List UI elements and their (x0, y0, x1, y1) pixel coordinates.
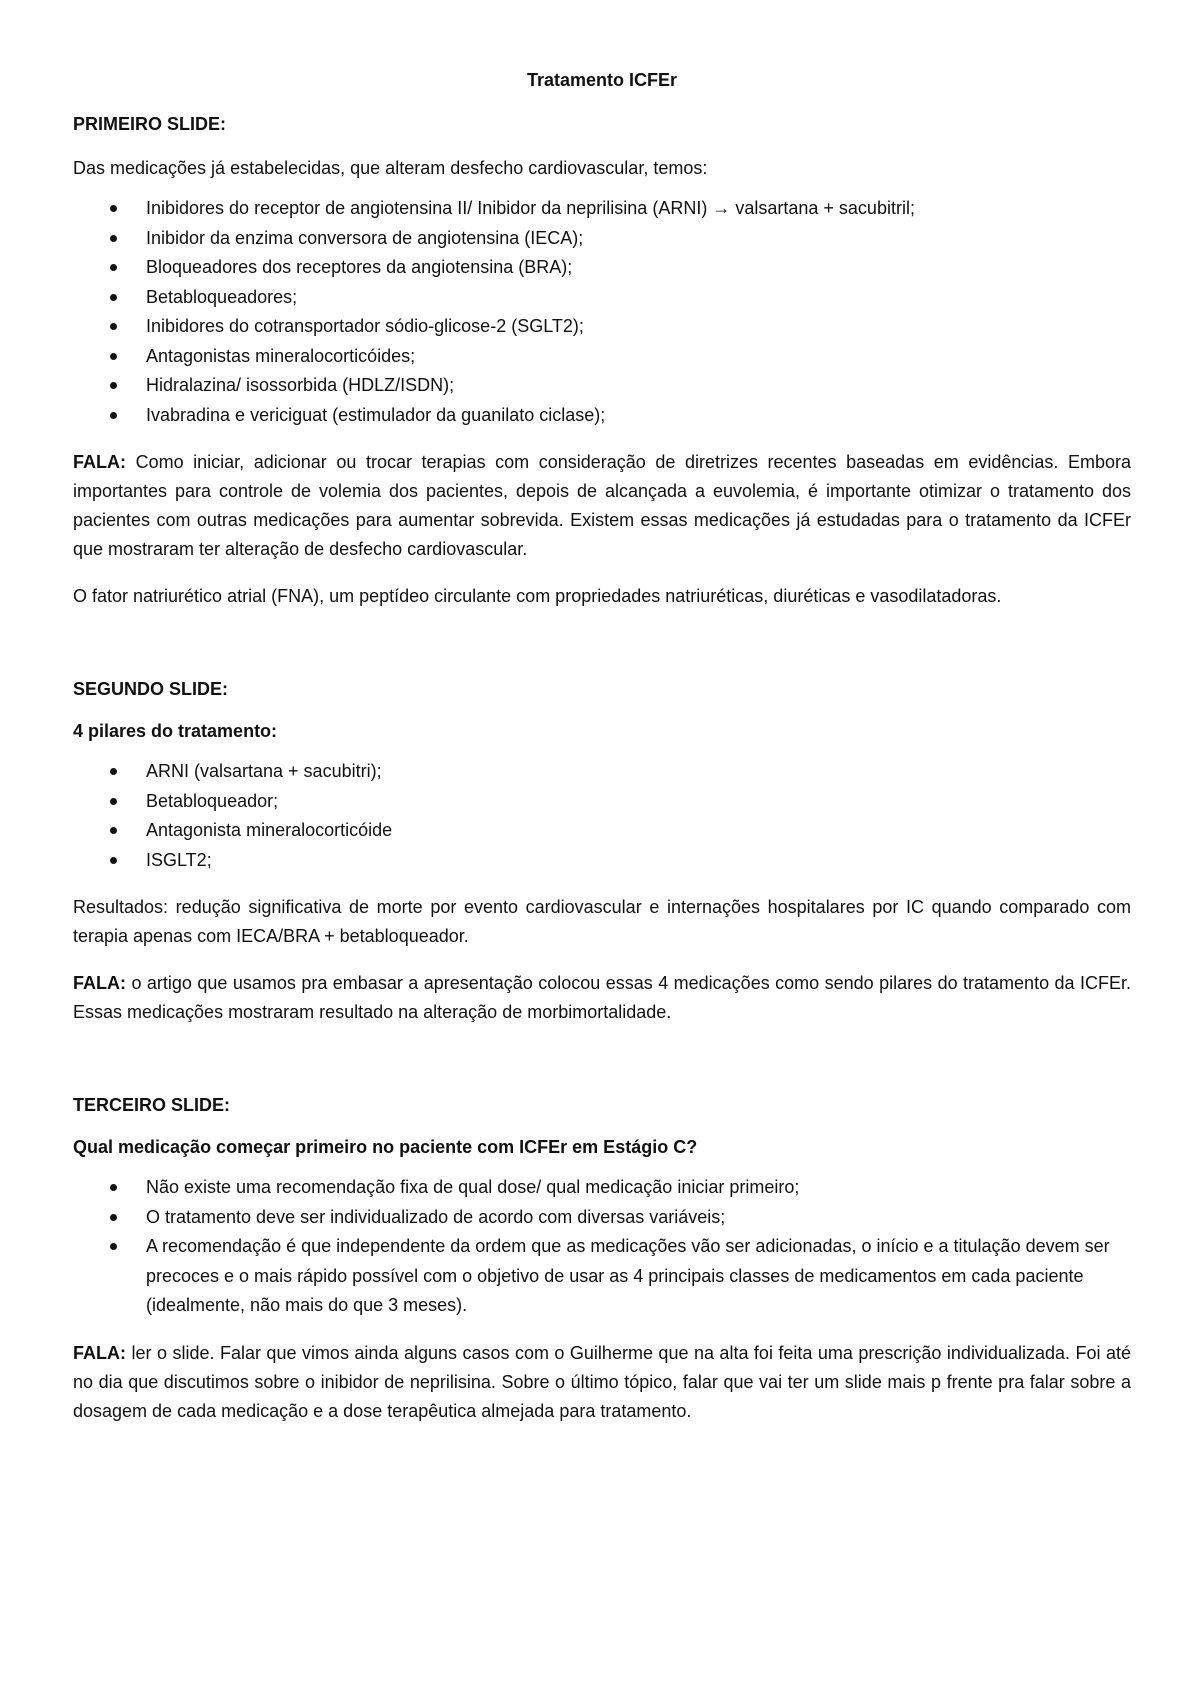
results-paragraph: Resultados: redução significativa de morte por evento cardiovascular e internações hospitalares por IC quando comparado com terapia apenas com IECA/BRA + betabloqueador. (73, 897, 1131, 946)
fala-label: FALA: (73, 1342, 126, 1363)
section-subheading: Qual medicação começar primeiro no paciente com ICFEr em Estágio C? (73, 1137, 698, 1157)
fala-paragraph (73, 969, 1131, 1027)
list-item: ARNI (valsartana + sacubitri); (73, 757, 1131, 787)
note-paragraph: O fator natriurético atrial (FNA), um peptídeo circulante com propriedades natriuréticas, diuréticas e vasodilatadoras. (73, 586, 1002, 606)
recommendation-list (73, 1173, 1131, 1321)
section-segundo-slide (73, 677, 1131, 1027)
pillars-list (73, 757, 1131, 875)
section-intro: Das medicações já estabelecidas, que alteram desfecho cardiovascular, temos: (73, 158, 708, 178)
list-item: Bloqueadores dos receptores da angiotensina (BRA); (73, 253, 1131, 283)
section-heading: SEGUNDO SLIDE: (73, 679, 229, 699)
list-item: Hidralazina/ isossorbida (HDLZ/ISDN); (73, 371, 1131, 401)
list-item: Betabloqueador; (73, 787, 1131, 817)
fala-label: FALA: (73, 973, 126, 993)
section-terceiro-slide (73, 1093, 1131, 1426)
document-title: Tratamento ICFEr (526, 70, 678, 90)
section-heading: TERCEIRO SLIDE: (73, 1095, 231, 1115)
arrow-right-icon: → (712, 198, 731, 218)
list-item: Antagonista mineralocorticóide (73, 816, 1131, 846)
list-item: Antagonistas mineralocorticóides; (73, 342, 1131, 372)
list-item: Inibidor da enzima conversora de angiotensina (IECA); (73, 224, 1131, 254)
list-item-text: valsartana + sacubitril; (735, 198, 915, 218)
list-item (73, 194, 1131, 224)
fala-text: o artigo que usamos pra embasar a apresentação colocou essas 4 medicações como sendo pilares do tratamento da ICFEr. Essas medicações mostraram resultado na alteração de morbimortalidade. (73, 973, 1131, 1022)
list-item: ISGLT2; (73, 846, 1131, 876)
list-item: O tratamento deve ser individualizado de acordo com diversas variáveis; (73, 1203, 1131, 1233)
fala-label: FALA: (73, 452, 126, 472)
list-item: Inibidores do cotransportador sódio-glicose-2 (SGLT2); (73, 312, 1131, 342)
list-item: A recomendação é que independente da ordem que as medicações vão ser adicionadas, o início e a titulação devem ser precoces e o mais rápido possível com o objetivo de usar as 4 principais classes de medicamentos em cada paciente (idealmente, não mais do que 3 meses). (73, 1232, 1131, 1321)
section-subheading: 4 pilares do tratamento: (73, 721, 278, 741)
list-item: Ivabradina e vericiguat (estimulador da guanilato ciclase); (73, 401, 1131, 431)
list-item-text: Inibidores do receptor de angiotensina II/ Inibidor da neprilisina (ARNI) (146, 198, 708, 218)
list-item: Não existe uma recomendação fixa de qual dose/ qual medicação iniciar primeiro; (73, 1173, 1131, 1203)
fala-text: Como iniciar, adicionar ou trocar terapias com consideração de diretrizes recentes baseadas em evidências. Embora importantes para controle de volemia dos pacientes, depois de alcançada a euvolemia, é importante otimizar o tratamento dos pacientes com outras medicações para aumentar sobrevida. Existem essas medicações já estudadas para o tratamento da ICFEr que mostraram ter alteração de desfecho cardiovascular. (73, 452, 1131, 559)
medication-list (73, 194, 1131, 430)
fala-text: ler o slide. Falar que vimos ainda alguns casos com o Guilherme que na alta foi feita uma prescrição individualizada. Foi até no dia que discutimos sobre o inibidor de neprilisina. Sobre o último tópico, falar que vai ter um slide mais p frente pra falar sobre a dosagem de cada medicação e a dose terapêutica almejada para tratamento. (73, 1342, 1131, 1421)
fala-paragraph (73, 1339, 1131, 1426)
section-primeiro-slide (73, 112, 1131, 611)
fala-paragraph (73, 448, 1131, 564)
section-heading: PRIMEIRO SLIDE: (73, 114, 227, 134)
list-item: Betabloqueadores; (73, 283, 1131, 313)
